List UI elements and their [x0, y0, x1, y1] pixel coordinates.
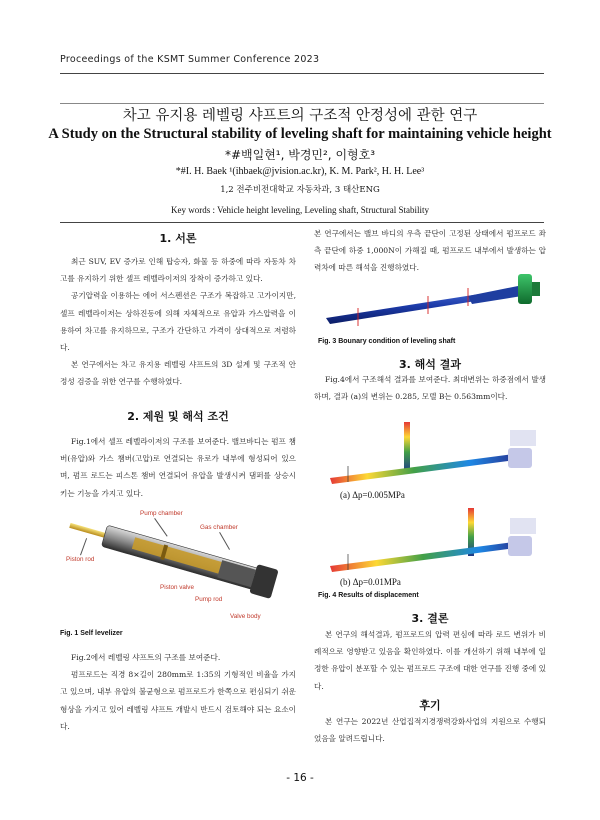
- proceedings-header: Proceedings of the KSMT Summer Conference 2023: [60, 54, 320, 65]
- figure-4b-label: (b) Δp=0.01MPa: [340, 577, 401, 587]
- authors-english: *#I. H. Baek ¹(ihbaek@jvision.ac.kr), K. M. Park², H. H. Lee³: [175, 166, 425, 177]
- displacement-contour-a: [318, 420, 546, 488]
- title-english: A Study on the Structural stability of leveling shaft for maintaining vehicle height: [48, 126, 552, 142]
- conclusion-text: [314, 626, 546, 695]
- spec-paragraph-4: 본 연구에서는 밸브 바디의 우측 끝단이 고정된 상태에서 펌프로드 좌측 끝단에 하중 1,000N이 가해질 때, 펌프로드 내부에서 발생하는 압력차에 따른 해석을 진행하였다.: [314, 229, 546, 273]
- section-spec-title: 2. 제원 및 해석 조건: [127, 410, 229, 423]
- results-paragraph-1: Fig.4에서 구조해석 결과를 보여준다. 최대변위는 하중점에서 발생하며, 결과 (a)의 변위는 0.285, 모델 B는 0.563mm이다.: [314, 375, 546, 402]
- self-levelizer-illustration: [60, 502, 296, 622]
- intro-paragraph-1: 최근 SUV, EV 증가로 인해 탑승자, 화물 등 하중에 따라 자동차 차고를 유지하기 위한 셀프 레벨라이저의 장착이 증가하고 있다.: [60, 257, 296, 284]
- section-intro-title: 1. 서론: [159, 232, 197, 245]
- intro-text: [60, 253, 296, 391]
- figure-4b-displacement: [318, 506, 546, 576]
- label-piston-rod: Piston rod: [66, 556, 95, 563]
- title-korean: 차고 유지용 레벨링 샤프트의 구조적 안정성에 관한 연구: [122, 108, 478, 124]
- figure-3-caption: Fig. 3 Bounary condition of leveling shaft: [318, 338, 456, 345]
- acknowledgement-text: [314, 713, 546, 747]
- figure-4a-label: (a) Δp=0.005MPa: [340, 490, 405, 500]
- intro-paragraph-3: 본 연구에서는 차고 유지용 레벨링 샤프트의 3D 설계 및 구조적 안정성 검증을 위한 연구를 수행하였다.: [60, 360, 296, 387]
- section-acknowledgement-title: 후기: [419, 699, 441, 712]
- spec-paragraph-3: 펌프로드는 직경 8×길이 280mm로 1:35의 기형적인 비율을 가지고 있으며, 내부 유압의 불균형으로 펌프로드가 한쪽으로 편심되기 쉬운 형상을 가지고 있어 레벨링 샤프트 개발시 반드시 검토해야 되는 요소이다.: [60, 670, 296, 731]
- label-gas-chamber: Gas chamber: [200, 524, 238, 531]
- results-text: [314, 371, 546, 405]
- figure-4-caption: Fig. 4 Results of displacement: [318, 592, 419, 599]
- label-pump-rod: Pump rod: [195, 596, 223, 603]
- figure-1-self-levelizer: [60, 502, 296, 622]
- figure-1-caption: Fig. 1 Self levelizer: [60, 630, 123, 637]
- header-rule: [60, 73, 544, 74]
- leveling-shaft-illustration: [318, 268, 546, 336]
- authors-korean: *#백일현¹, 박경민², 이형호³: [224, 148, 376, 162]
- figure-3-boundary-condition: [318, 268, 546, 336]
- figure-4a-displacement: [318, 420, 546, 488]
- affiliation: 1,2 전주비전대학교 자동차과, 3 태산ENG: [220, 185, 380, 195]
- spec-paragraph-1: Fig.1에서 셀프 레벨라이저의 구조를 보여준다. 밸브바디는 펌프 챔버(유압)와 가스 챔버(고압)로 연결되는 유로가 내부에 형성되어 있으며, 펌프 로드는 피스톤 챔버 연결되어 유압을 발생시켜 댐퍼를 상승시키는 기능을 가지고 있다.: [60, 437, 296, 498]
- spec-paragraph-2: Fig.2에서 레벨링 샤프트의 구조를 보여준다.: [71, 653, 221, 662]
- section-results-title: 3. 해석 결과: [399, 358, 461, 371]
- keywords-rule: [60, 222, 544, 223]
- conclusion-paragraph-1: 본 연구의 해석결과, 펌프로드의 압력 편심에 따라 로드 변위가 비례적으로 영향받고 있음을 확인하였다. 이를 개선하기 위해 내부에 일정한 유압이 분포할 수 있는 펌프로드 구조에 대한 연구를 진행 중에 있다.: [314, 630, 546, 691]
- section-conclusion-title: 3. 결론: [411, 612, 449, 625]
- displacement-contour-b: [318, 506, 546, 576]
- acknowledgement-paragraph: 본 연구는 2022년 산업집적지경쟁력강화사업의 지원으로 수행되었음을 알려드립니다.: [314, 717, 546, 744]
- page-number: - 16 -: [286, 772, 314, 784]
- spec-text-1: [60, 433, 296, 502]
- intro-paragraph-2: 공기압력을 이용하는 에어 서스펜션은 구조가 복잡하고 고가이지만, 셀프 레벨라이저는 상하진동에 의해 자체적으로 유압과 가스압력을 이용하여 차고를 유지하므로, 구조가 간단하고 가격이 상대적으로 저렴하다.: [60, 291, 296, 353]
- keywords: Key words : Vehicle height leveling, Leveling shaft, Structural Stability: [170, 205, 430, 215]
- label-piston-valve: Piston valve: [160, 584, 194, 591]
- label-pump-chamber: Pump chamber: [140, 510, 183, 517]
- label-valve-body: Valve body: [230, 613, 261, 620]
- spec-text-2: [60, 649, 296, 735]
